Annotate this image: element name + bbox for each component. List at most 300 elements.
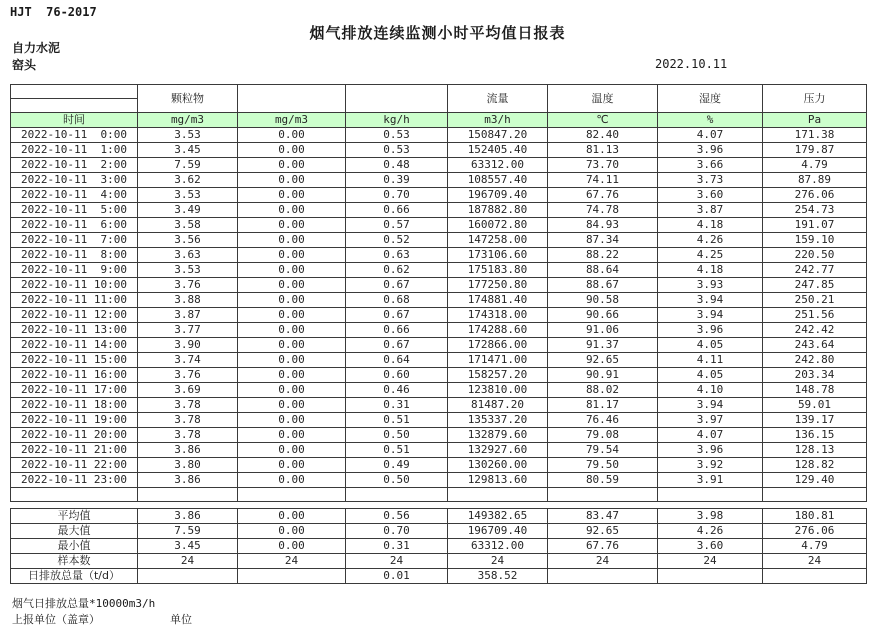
- value-cell: 7.59: [138, 524, 238, 539]
- value-cell: 24: [448, 554, 548, 569]
- value-cell: 0.50: [346, 428, 448, 443]
- value-cell: 7.59: [138, 158, 238, 173]
- value-cell: 135337.20: [448, 413, 548, 428]
- time-cell: 2022-10-11 14:00: [11, 338, 138, 353]
- value-cell: 147258.00: [448, 233, 548, 248]
- unit-cell: %: [658, 113, 763, 128]
- summary-row: [11, 524, 867, 539]
- value-cell: 0.00: [238, 128, 346, 143]
- value-cell: 3.90: [138, 338, 238, 353]
- value-cell: 4.10: [658, 383, 763, 398]
- value-cell: 3.96: [658, 323, 763, 338]
- hourly-rows: [11, 128, 867, 502]
- value-cell: 196709.40: [448, 188, 548, 203]
- value-cell: 0.01: [346, 569, 448, 584]
- value-cell: 88.22: [548, 248, 658, 263]
- value-cell: [763, 488, 867, 502]
- value-cell: [238, 569, 346, 584]
- value-cell: 123810.00: [448, 383, 548, 398]
- row-label-cell: 最小值: [11, 539, 138, 554]
- unit-cell: mg/m3: [138, 113, 238, 128]
- time-cell: 2022-10-11 5:00: [11, 203, 138, 218]
- unit-header-row: [11, 113, 867, 128]
- value-cell: 3.53: [138, 188, 238, 203]
- summary-table: [10, 508, 867, 584]
- value-cell: 80.59: [548, 473, 658, 488]
- time-cell: 2022-10-11 12:00: [11, 308, 138, 323]
- value-cell: 3.78: [138, 413, 238, 428]
- value-cell: [548, 569, 658, 584]
- unit-cell: kg/h: [346, 113, 448, 128]
- value-cell: 88.64: [548, 263, 658, 278]
- value-cell: 74.78: [548, 203, 658, 218]
- time-cell: 2022-10-11 10:00: [11, 278, 138, 293]
- value-cell: 3.53: [138, 128, 238, 143]
- time-cell: 2022-10-11 13:00: [11, 323, 138, 338]
- value-cell: 3.97: [658, 413, 763, 428]
- value-cell: [138, 488, 238, 502]
- value-cell: [448, 488, 548, 502]
- value-cell: 0.67: [346, 308, 448, 323]
- value-cell: 92.65: [548, 353, 658, 368]
- value-cell: 0.49: [346, 458, 448, 473]
- time-cell: 2022-10-11 20:00: [11, 428, 138, 443]
- value-cell: [138, 569, 238, 584]
- value-cell: 3.69: [138, 383, 238, 398]
- company-name: 自力水泥: [12, 41, 61, 55]
- value-cell: 3.78: [138, 398, 238, 413]
- value-cell: 358.52: [448, 569, 548, 584]
- value-cell: 171.38: [763, 128, 867, 143]
- value-cell: 196709.40: [448, 524, 548, 539]
- value-cell: 128.13: [763, 443, 867, 458]
- value-cell: 0.46: [346, 383, 448, 398]
- value-cell: 0.00: [238, 383, 346, 398]
- value-cell: 220.50: [763, 248, 867, 263]
- value-cell: 0.00: [238, 293, 346, 308]
- value-cell: 129813.60: [448, 473, 548, 488]
- time-cell: 2022-10-11 3:00: [11, 173, 138, 188]
- value-cell: 0.70: [346, 524, 448, 539]
- value-cell: 136.15: [763, 428, 867, 443]
- time-cell: 2022-10-11 2:00: [11, 158, 138, 173]
- table-row: [11, 368, 867, 383]
- value-cell: 128.82: [763, 458, 867, 473]
- value-cell: 0.48: [346, 158, 448, 173]
- value-cell: 276.06: [763, 524, 867, 539]
- doc-code: HJT 76-2017: [10, 5, 97, 19]
- value-cell: [346, 488, 448, 502]
- value-cell: 0.00: [238, 428, 346, 443]
- table-row: [11, 338, 867, 353]
- value-cell: 81.17: [548, 398, 658, 413]
- value-cell: 132879.60: [448, 428, 548, 443]
- value-cell: 3.73: [658, 173, 763, 188]
- summary-row: [11, 509, 867, 524]
- value-cell: 152405.40: [448, 143, 548, 158]
- value-cell: 24: [238, 554, 346, 569]
- hourly-table: [10, 84, 867, 502]
- row-label-cell: 样本数: [11, 554, 138, 569]
- value-cell: 0.00: [238, 263, 346, 278]
- unit-cell: ℃: [548, 113, 658, 128]
- value-cell: 187882.80: [448, 203, 548, 218]
- value-cell: 3.62: [138, 173, 238, 188]
- value-cell: 0.00: [238, 398, 346, 413]
- value-cell: 0.00: [238, 233, 346, 248]
- value-cell: 0.00: [238, 203, 346, 218]
- value-cell: 242.77: [763, 263, 867, 278]
- time-cell: 2022-10-11 4:00: [11, 188, 138, 203]
- header-corner-top: [11, 85, 138, 99]
- time-cell: 2022-10-11 21:00: [11, 443, 138, 458]
- table-row: [11, 278, 867, 293]
- value-cell: 175183.80: [448, 263, 548, 278]
- value-cell: 0.00: [238, 458, 346, 473]
- value-cell: 63312.00: [448, 539, 548, 554]
- unit-cell: m3/h: [448, 113, 548, 128]
- time-cell: 2022-10-11 18:00: [11, 398, 138, 413]
- station-name: 窑头: [12, 58, 37, 72]
- value-cell: 250.21: [763, 293, 867, 308]
- value-cell: 3.96: [658, 143, 763, 158]
- group-header-row-top: [11, 85, 867, 99]
- table-row: [11, 293, 867, 308]
- value-cell: 3.60: [658, 188, 763, 203]
- value-cell: 3.56: [138, 233, 238, 248]
- value-cell: 3.93: [658, 278, 763, 293]
- value-cell: 87.89: [763, 173, 867, 188]
- value-cell: 3.74: [138, 353, 238, 368]
- value-cell: 0.70: [346, 188, 448, 203]
- value-cell: 82.40: [548, 128, 658, 143]
- value-cell: 0.52: [346, 233, 448, 248]
- value-cell: 81487.20: [448, 398, 548, 413]
- col-header-temperature: 温度: [548, 85, 658, 113]
- time-cell: 2022-10-11 11:00: [11, 293, 138, 308]
- value-cell: 0.31: [346, 398, 448, 413]
- header-corner-bottom: [11, 99, 138, 113]
- row-label-cell: 日排放总量（t/d）: [11, 569, 138, 584]
- value-cell: 0.39: [346, 173, 448, 188]
- table-row: [11, 428, 867, 443]
- value-cell: 67.76: [548, 539, 658, 554]
- report-date: 2022.10.11: [655, 57, 728, 71]
- value-cell: 0.51: [346, 413, 448, 428]
- summary-rows: [11, 509, 867, 584]
- table-row: [11, 323, 867, 338]
- value-cell: 254.73: [763, 203, 867, 218]
- value-cell: 90.91: [548, 368, 658, 383]
- value-cell: 203.34: [763, 368, 867, 383]
- value-cell: 4.26: [658, 233, 763, 248]
- table-row: [11, 128, 867, 143]
- time-cell: 2022-10-11 19:00: [11, 413, 138, 428]
- value-cell: 91.06: [548, 323, 658, 338]
- time-cell: 2022-10-11 8:00: [11, 248, 138, 263]
- value-cell: 3.76: [138, 368, 238, 383]
- value-cell: 3.77: [138, 323, 238, 338]
- table-row: [11, 383, 867, 398]
- summary-row: [11, 569, 867, 584]
- value-cell: 0.00: [238, 509, 346, 524]
- value-cell: 0.66: [346, 203, 448, 218]
- value-cell: [658, 488, 763, 502]
- value-cell: 0.00: [238, 473, 346, 488]
- value-cell: 251.56: [763, 308, 867, 323]
- table-row: [11, 353, 867, 368]
- report-table-wrap: [10, 84, 867, 584]
- value-cell: 4.07: [658, 128, 763, 143]
- time-cell: 2022-10-11 23:00: [11, 473, 138, 488]
- col-header-humidity: 湿度: [658, 85, 763, 113]
- value-cell: 0.53: [346, 128, 448, 143]
- value-cell: 87.34: [548, 233, 658, 248]
- value-cell: 4.05: [658, 368, 763, 383]
- col-header-particulate: 颗粒物: [138, 85, 238, 113]
- value-cell: 0.56: [346, 509, 448, 524]
- value-cell: 3.92: [658, 458, 763, 473]
- time-cell: 2022-10-11 15:00: [11, 353, 138, 368]
- value-cell: 4.25: [658, 248, 763, 263]
- value-cell: 0.00: [238, 338, 346, 353]
- value-cell: 180.81: [763, 509, 867, 524]
- value-cell: 3.94: [658, 308, 763, 323]
- value-cell: 4.07: [658, 428, 763, 443]
- value-cell: 74.11: [548, 173, 658, 188]
- value-cell: 243.64: [763, 338, 867, 353]
- value-cell: 172866.00: [448, 338, 548, 353]
- value-cell: 3.87: [138, 308, 238, 323]
- time-cell: 2022-10-11 1:00: [11, 143, 138, 158]
- table-row: [11, 263, 867, 278]
- row-label-cell: 最大值: [11, 524, 138, 539]
- col-header-particulate-2: [238, 85, 346, 113]
- col-header-flow: 流量: [448, 85, 548, 113]
- value-cell: 3.86: [138, 443, 238, 458]
- summary-row: [11, 539, 867, 554]
- footer-note: 烟气日排放总量*10000m3/h: [12, 597, 156, 610]
- value-cell: 3.45: [138, 539, 238, 554]
- value-cell: 91.37: [548, 338, 658, 353]
- table-row: [11, 398, 867, 413]
- time-cell: 2022-10-11 6:00: [11, 218, 138, 233]
- value-cell: 3.76: [138, 278, 238, 293]
- time-cell: 2022-10-11 0:00: [11, 128, 138, 143]
- value-cell: 3.87: [658, 203, 763, 218]
- value-cell: 4.18: [658, 218, 763, 233]
- value-cell: 139.17: [763, 413, 867, 428]
- value-cell: 158257.20: [448, 368, 548, 383]
- value-cell: 4.11: [658, 353, 763, 368]
- value-cell: 79.08: [548, 428, 658, 443]
- value-cell: 3.91: [658, 473, 763, 488]
- value-cell: [658, 569, 763, 584]
- value-cell: 3.45: [138, 143, 238, 158]
- value-cell: 3.98: [658, 509, 763, 524]
- value-cell: 3.49: [138, 203, 238, 218]
- value-cell: 0.64: [346, 353, 448, 368]
- value-cell: 0.00: [238, 443, 346, 458]
- value-cell: 24: [658, 554, 763, 569]
- value-cell: 0.00: [238, 539, 346, 554]
- page-title: 烟气排放连续监测小时平均值日报表: [309, 24, 566, 42]
- time-cell: [11, 488, 138, 502]
- table-row: [11, 413, 867, 428]
- value-cell: 0.67: [346, 338, 448, 353]
- value-cell: [548, 488, 658, 502]
- value-cell: 0.00: [238, 308, 346, 323]
- value-cell: 0.00: [238, 158, 346, 173]
- time-cell: 2022-10-11 22:00: [11, 458, 138, 473]
- value-cell: 79.50: [548, 458, 658, 473]
- value-cell: 0.00: [238, 323, 346, 338]
- value-cell: 3.60: [658, 539, 763, 554]
- table-row: [11, 458, 867, 473]
- table-row: [11, 233, 867, 248]
- value-cell: 0.51: [346, 443, 448, 458]
- value-cell: 247.85: [763, 278, 867, 293]
- value-cell: 0.00: [238, 278, 346, 293]
- value-cell: 0.63: [346, 248, 448, 263]
- table-row: [11, 443, 867, 458]
- time-column-header: 时间: [11, 113, 138, 128]
- value-cell: 171471.00: [448, 353, 548, 368]
- value-cell: 3.80: [138, 458, 238, 473]
- value-cell: 4.18: [658, 263, 763, 278]
- value-cell: 174318.00: [448, 308, 548, 323]
- table-row: [11, 158, 867, 173]
- value-cell: 130260.00: [448, 458, 548, 473]
- value-cell: 73.70: [548, 158, 658, 173]
- value-cell: [763, 569, 867, 584]
- table-row: [11, 218, 867, 233]
- col-header-emission-rate: [346, 85, 448, 113]
- time-cell: 2022-10-11 9:00: [11, 263, 138, 278]
- value-cell: 159.10: [763, 233, 867, 248]
- value-cell: 0.00: [238, 188, 346, 203]
- value-cell: 0.67: [346, 278, 448, 293]
- value-cell: 0.57: [346, 218, 448, 233]
- summary-row: [11, 554, 867, 569]
- value-cell: 3.88: [138, 293, 238, 308]
- value-cell: 132927.60: [448, 443, 548, 458]
- value-cell: 179.87: [763, 143, 867, 158]
- value-cell: 24: [548, 554, 658, 569]
- value-cell: 174288.60: [448, 323, 548, 338]
- value-cell: 3.94: [658, 293, 763, 308]
- value-cell: 88.67: [548, 278, 658, 293]
- value-cell: 129.40: [763, 473, 867, 488]
- value-cell: 0.00: [238, 143, 346, 158]
- value-cell: 0.62: [346, 263, 448, 278]
- value-cell: 3.86: [138, 509, 238, 524]
- footer-unit-label: 单位: [170, 613, 192, 626]
- value-cell: 242.42: [763, 323, 867, 338]
- value-cell: 3.63: [138, 248, 238, 263]
- col-header-pressure: 压力: [763, 85, 867, 113]
- value-cell: 276.06: [763, 188, 867, 203]
- value-cell: 0.31: [346, 539, 448, 554]
- value-cell: 24: [138, 554, 238, 569]
- value-cell: 0.53: [346, 143, 448, 158]
- value-cell: 0.50: [346, 473, 448, 488]
- value-cell: 3.86: [138, 473, 238, 488]
- value-cell: [238, 488, 346, 502]
- value-cell: 108557.40: [448, 173, 548, 188]
- table-row: [11, 473, 867, 488]
- value-cell: 4.05: [658, 338, 763, 353]
- blank-row: [11, 488, 867, 502]
- value-cell: 191.07: [763, 218, 867, 233]
- value-cell: 174881.40: [448, 293, 548, 308]
- value-cell: 0.00: [238, 218, 346, 233]
- footer-report-unit-label: 上报单位（盖章）: [12, 613, 100, 626]
- value-cell: 83.47: [548, 509, 658, 524]
- table-row: [11, 143, 867, 158]
- value-cell: 3.58: [138, 218, 238, 233]
- value-cell: 4.79: [763, 158, 867, 173]
- value-cell: 177250.80: [448, 278, 548, 293]
- value-cell: 0.60: [346, 368, 448, 383]
- value-cell: 0.00: [238, 524, 346, 539]
- value-cell: 4.79: [763, 539, 867, 554]
- value-cell: 84.93: [548, 218, 658, 233]
- value-cell: 160072.80: [448, 218, 548, 233]
- value-cell: 0.00: [238, 368, 346, 383]
- value-cell: 173106.60: [448, 248, 548, 263]
- unit-cell: mg/m3: [238, 113, 346, 128]
- table-row: [11, 308, 867, 323]
- value-cell: 63312.00: [448, 158, 548, 173]
- value-cell: 79.54: [548, 443, 658, 458]
- value-cell: 0.68: [346, 293, 448, 308]
- value-cell: 90.66: [548, 308, 658, 323]
- value-cell: 3.94: [658, 398, 763, 413]
- value-cell: 88.02: [548, 383, 658, 398]
- value-cell: 0.00: [238, 248, 346, 263]
- time-cell: 2022-10-11 7:00: [11, 233, 138, 248]
- value-cell: 3.96: [658, 443, 763, 458]
- value-cell: 3.53: [138, 263, 238, 278]
- row-label-cell: 平均值: [11, 509, 138, 524]
- value-cell: 0.66: [346, 323, 448, 338]
- value-cell: 0.00: [238, 173, 346, 188]
- value-cell: 0.00: [238, 353, 346, 368]
- value-cell: 24: [763, 554, 867, 569]
- value-cell: 76.46: [548, 413, 658, 428]
- value-cell: 3.78: [138, 428, 238, 443]
- table-row: [11, 173, 867, 188]
- value-cell: 3.66: [658, 158, 763, 173]
- value-cell: 4.26: [658, 524, 763, 539]
- value-cell: 242.80: [763, 353, 867, 368]
- value-cell: 59.01: [763, 398, 867, 413]
- time-cell: 2022-10-11 17:00: [11, 383, 138, 398]
- value-cell: 148.78: [763, 383, 867, 398]
- table-row: [11, 188, 867, 203]
- time-cell: 2022-10-11 16:00: [11, 368, 138, 383]
- value-cell: 90.58: [548, 293, 658, 308]
- value-cell: 150847.20: [448, 128, 548, 143]
- value-cell: 81.13: [548, 143, 658, 158]
- value-cell: 67.76: [548, 188, 658, 203]
- value-cell: 92.65: [548, 524, 658, 539]
- unit-cell: Pa: [763, 113, 867, 128]
- value-cell: 0.00: [238, 413, 346, 428]
- table-row: [11, 248, 867, 263]
- value-cell: 24: [346, 554, 448, 569]
